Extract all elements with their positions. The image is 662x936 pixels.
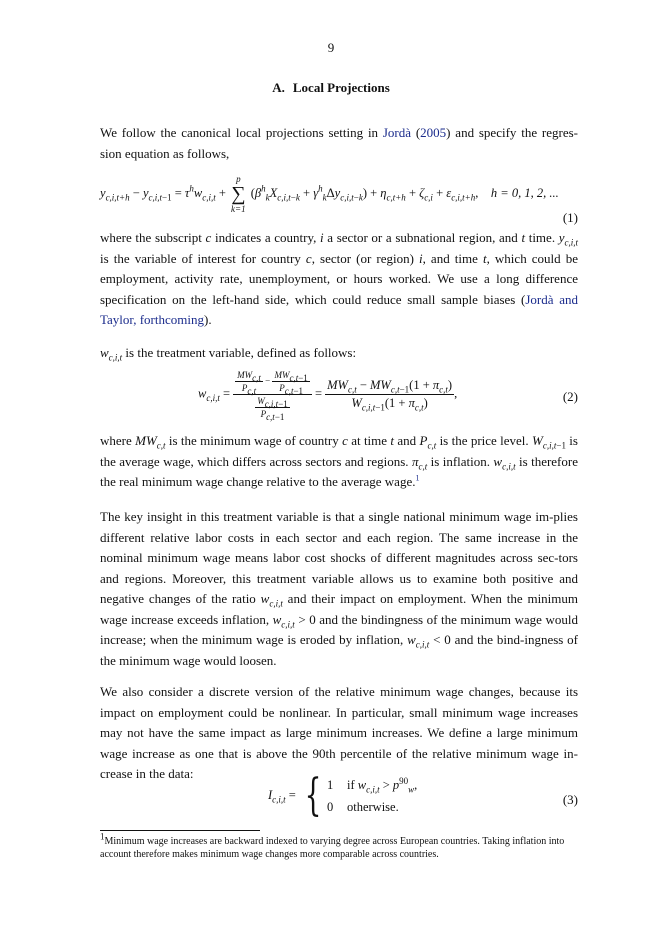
paragraph-6: We also consider a discrete version of the relative minimum wage changes, because its impact on employment could be nonlinear. In particular, small minimum wage increases may not have the same impact as large minimum increases. We define a large minimum wage increase as one that is above the 90th percentile of the relative minimum wage in-crease in the data:	[100, 684, 578, 781]
page-number: 9	[327, 40, 335, 55]
intro-text: (	[411, 125, 421, 140]
equation-1: $y_{c,i,t+h} - y_{c,i,t-1} = \tau^hw_{c,i,t}$ + p ∑ k=1 $(\beta^h_kX_{c,i,t-k} + \gamma^h_k\Delta y_{c,i,t-k}) + \eta_{c,t+h} + \zeta_{c,i} + \varepsilon_{c,i,t+h}$, h = 0, 1, 2, ...	[100, 174, 559, 214]
intro-text: We follow the canonical local projections setting in	[100, 125, 383, 140]
intro-paragraph	[100, 123, 578, 164]
section-heading	[0, 80, 662, 96]
equation-1-number: (1)	[562, 210, 578, 225]
equation-2-number: (2)	[562, 389, 578, 404]
paragraph-3: $w_{c,i,t}$ is the treatment variable, defined as follows:	[100, 345, 357, 363]
equation-2: $w_{c,i,t}$ = $\frac{MW_{c,t}}{P_{c,t}}$ − $\frac{MW_{c,t-1}}{P_{c,t-1}}$ $\frac{W_{c,i,t-1}}{P_{c,t-1}}$ = $\frac{MW_{c,t} - MW_{c,t-1}(1 + \pi_{c,t})}{W_{c,i,t-1}(1 + \pi_{c,t})}$ ,	[198, 370, 458, 422]
equation-3: $I_{c,i,t}$ = { 1 if $w_{c,i,t} > p^{90}_w$, 0 otherwise.	[268, 770, 418, 821]
paragraph-5: The key insight in this treatment variable is that a single national minimum wage im-plies different relative labor costs in each sector and each region. The same increase in the nominal minimum wage means labor cost shocks of different magnitudes across sec-tors and regions. Moreover, this treatment variable allows us to examine both positive and negative changes of the ratio $w_{c,i,t}$ and their impact on employment. When the minimum wage increase exceeds inflation, $w_{c,i,t} > 0$ and the bindingness of the minimum wage would increase; when the minimum wage is eroded by inflation, $w_{c,i,t} < 0$ and the bind-ingness of the minimum wage would loosen.	[100, 509, 579, 668]
equation-1-h-range: h = 0, 1, 2, ...	[490, 185, 559, 200]
paragraph-4: where $MW_{c,t}$ is the minimum wage of country c at time t and $P_{c,t}$ is the price level. $W_{c,i,t-1}$ is the average wage, which differs across sectors and regions. $\pi_{c,t}$ is inflation. $w_{c,i,t}$ is therefore the real minimum wage change relative to the average wage.$^1$	[100, 433, 578, 489]
section-title: Local Projections	[292, 80, 390, 95]
citation-year[interactable]: 2005	[420, 125, 447, 140]
paragraph-2: where the subscript c indicates a country, i a sector or a subnational region, and t time. $y_{c,i,t}$ is the variable of interest for country c, sector (or region) i, and time t, which could be employment, activity rate, unemployment, or hours worked. We use a long difference specification on the left-hand side, which could reduce small sample biases (Jordà and Taylor, forthcoming).	[100, 230, 579, 327]
footnote-text: Minimum wage increases are backward indexed to varying degree across European countries. Taking inflation into account therefore makes minimum wage changes more comparable across countries.	[100, 836, 565, 860]
footnote	[100, 831, 578, 861]
footnote-number: 1	[100, 831, 105, 842]
footnote-divider	[100, 830, 260, 831]
footnote-marker[interactable]: 1	[415, 473, 420, 483]
citation-author[interactable]: Jordà	[382, 125, 412, 140]
intro-text: ) and specify the regres-sion equation as follows,	[100, 125, 578, 161]
section-number: A.	[272, 80, 285, 95]
equation-3-number: (3)	[562, 792, 578, 807]
citation-jorda-taylor[interactable]: Jordà and Taylor, forthcoming	[100, 291, 578, 327]
